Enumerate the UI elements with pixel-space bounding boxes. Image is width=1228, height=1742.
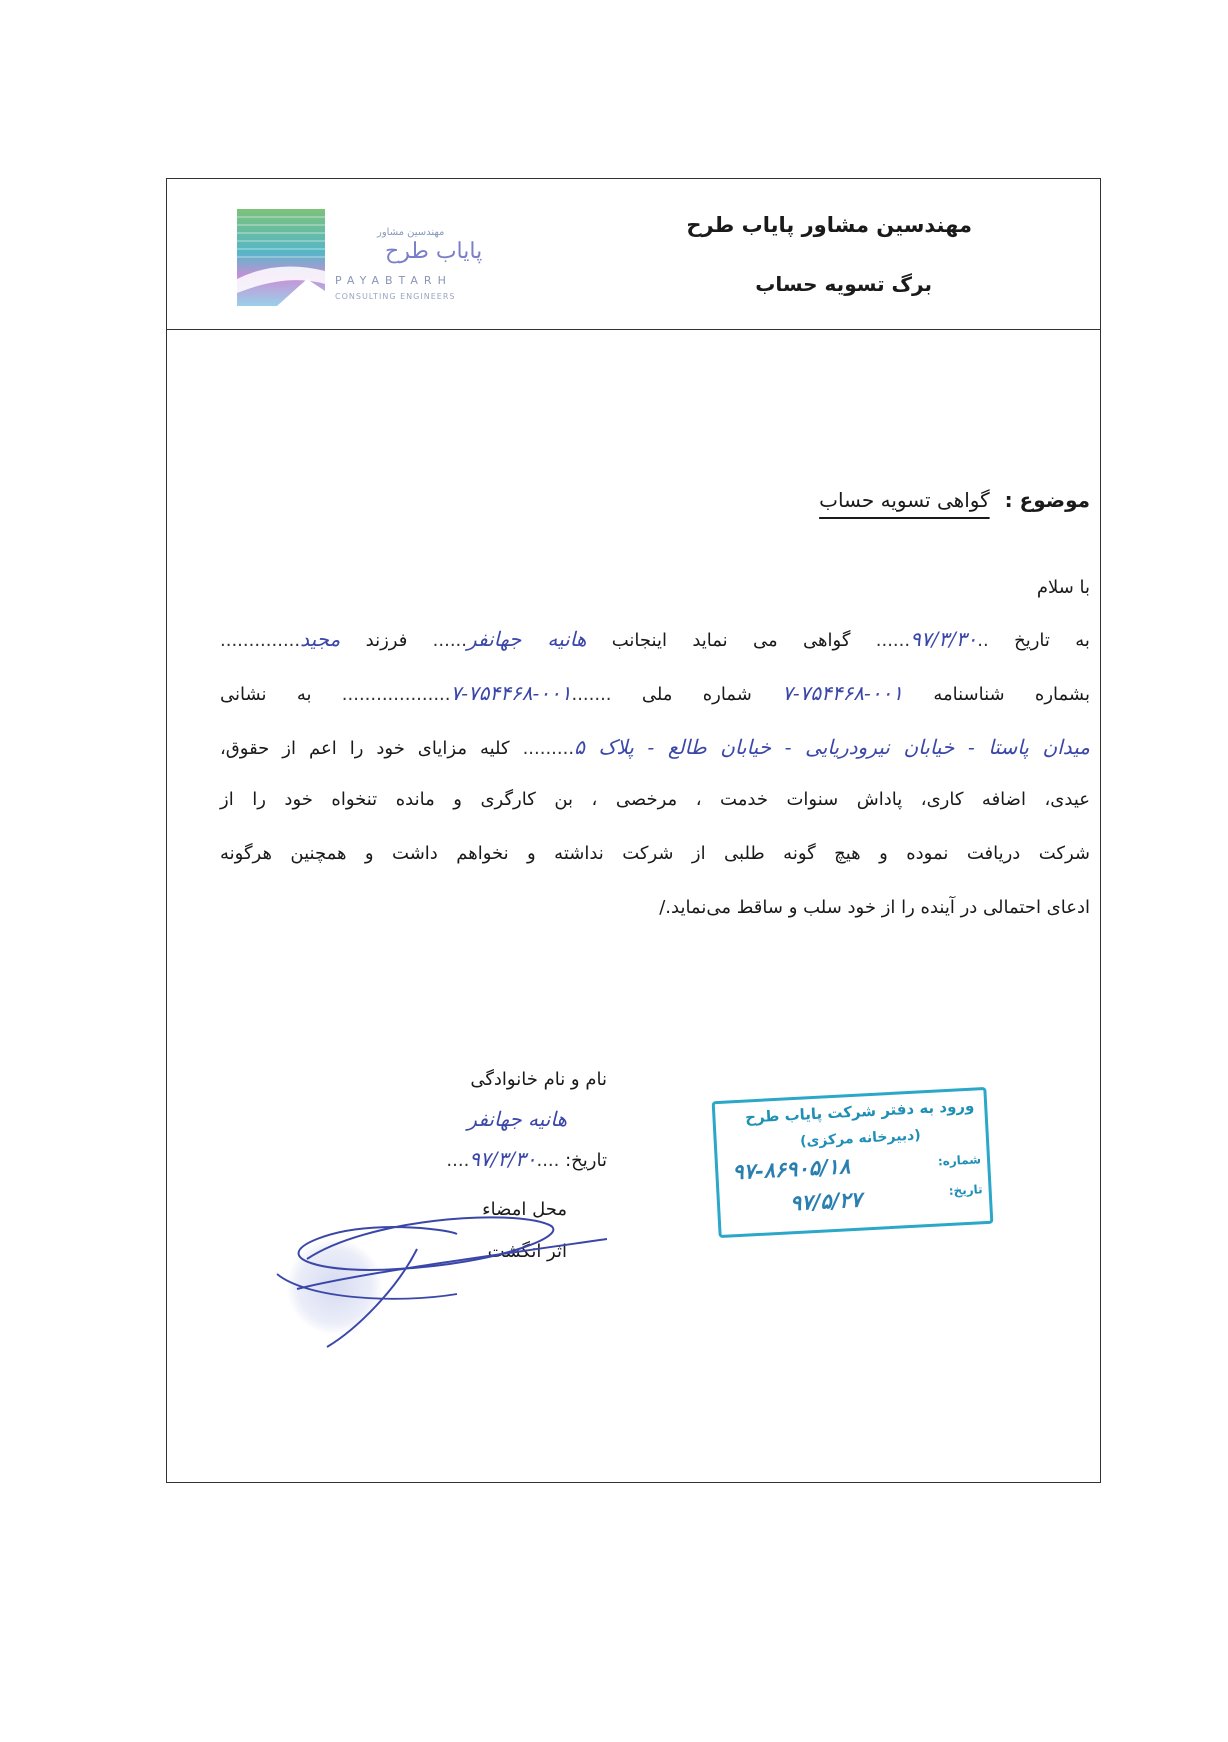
form-title: برگ تسویه حساب bbox=[755, 272, 932, 296]
handwritten-name: هانیه جهانفر bbox=[467, 627, 587, 651]
dots: .. bbox=[977, 630, 989, 651]
handwritten-signer-date: ۹۷/۳/۳۰ bbox=[469, 1147, 537, 1171]
handwritten-address: میدان پاستا - خیابان نیرودریایی - خیابان طالع - پلاک ۵ bbox=[574, 735, 1090, 759]
text-national-number: شماره ملی bbox=[641, 684, 752, 705]
handwritten-national-number: ۰۰۱-۷۵۴۴۶۸-۷ bbox=[450, 681, 572, 705]
dots: ................... bbox=[341, 684, 451, 705]
org-title: مهندسین مشاور پایاب طرح bbox=[686, 213, 972, 237]
body-line-2 bbox=[220, 681, 1090, 705]
dots: ......... bbox=[522, 738, 575, 759]
text-address: به نشانی bbox=[220, 684, 312, 705]
logo-persian-text: پایاب طرح bbox=[385, 239, 483, 264]
handwritten-date: ۹۷/۳/۳۰ bbox=[910, 627, 978, 651]
handwritten-id-number: ۰۰۱-۷۵۴۴۶۸-۷ bbox=[782, 681, 904, 705]
body-line-1 bbox=[220, 627, 1090, 651]
fingerprint-label: اثر انگشت bbox=[487, 1241, 567, 1262]
signer-date-label: تاریخ: bbox=[565, 1150, 607, 1171]
stamp-date-label: تاریخ: bbox=[948, 1182, 983, 1198]
text-id-number: بشماره شناسنامه bbox=[933, 684, 1090, 705]
dots: .... bbox=[446, 1150, 470, 1171]
dots: ...... bbox=[875, 630, 911, 651]
stamp-number-value: ۹۷-۸۶۹۰۵/۱۸ bbox=[731, 1153, 851, 1185]
logo-mark-icon bbox=[237, 209, 325, 306]
body-line-5: شرکت دریافت نموده و هیچ گونه طلبی از شرکت نداشته و نخواهم داشت و همچنین هرگونه bbox=[220, 843, 1090, 864]
received-stamp bbox=[712, 1087, 994, 1238]
handwritten-signer-name: هانیه جهانفر bbox=[467, 1107, 567, 1131]
date-label-row bbox=[446, 1147, 607, 1171]
logo-english-subtext: CONSULTING ENGINEERS bbox=[335, 292, 456, 301]
stamp-line-2: (دبیرخانه مرکزی) bbox=[799, 1127, 922, 1150]
text-child-of: فرزند bbox=[365, 630, 408, 651]
stamp-line-1: ورود به دفتر شرکت پایاب طرح bbox=[744, 1096, 975, 1127]
subject-value: گواهی تسویه حساب bbox=[819, 488, 990, 512]
dots: .... bbox=[536, 1150, 560, 1171]
letterhead bbox=[167, 179, 1100, 330]
stamp-number-label: شماره: bbox=[937, 1152, 982, 1169]
handwritten-father-name: مجید bbox=[300, 627, 341, 651]
text-date-prefix: به تاریخ bbox=[1014, 630, 1090, 651]
logo-english-text: PAYABTARH bbox=[335, 274, 452, 287]
salutation: با سلام bbox=[1036, 577, 1090, 598]
dots: ...... bbox=[432, 630, 468, 651]
stamp-date-value: ۹۷/۵/۲۷ bbox=[789, 1186, 863, 1216]
body-line-4: عیدی، اضافه کاری، پاداش سنوات خدمت ، مرخصی ، بن کارگری و مانده تنخواه خود را از bbox=[220, 789, 1090, 810]
subject-line bbox=[819, 488, 1090, 512]
logo-small-text: مهندسین مشاور bbox=[377, 227, 445, 238]
dots: ....... bbox=[571, 684, 612, 705]
signature-label: محل امضاء bbox=[482, 1199, 567, 1220]
signature-scribble-icon bbox=[247, 1179, 607, 1349]
subject-label: موضوع : bbox=[1004, 488, 1090, 512]
body-line-3 bbox=[220, 735, 1090, 759]
company-logo bbox=[237, 209, 537, 309]
text-benefits: کلیه مزایای خود را اعم از حقوق، bbox=[220, 738, 510, 759]
text-certify: گواهی می نماید اینجانب bbox=[611, 630, 851, 651]
body-line-6: ادعای احتمالی در آینده را از خود سلب و ساقط می‌نماید./ bbox=[659, 897, 1090, 918]
document-frame bbox=[166, 178, 1101, 1483]
dots: .............. bbox=[220, 630, 301, 651]
name-label: نام و نام خانوادگی bbox=[470, 1069, 607, 1090]
